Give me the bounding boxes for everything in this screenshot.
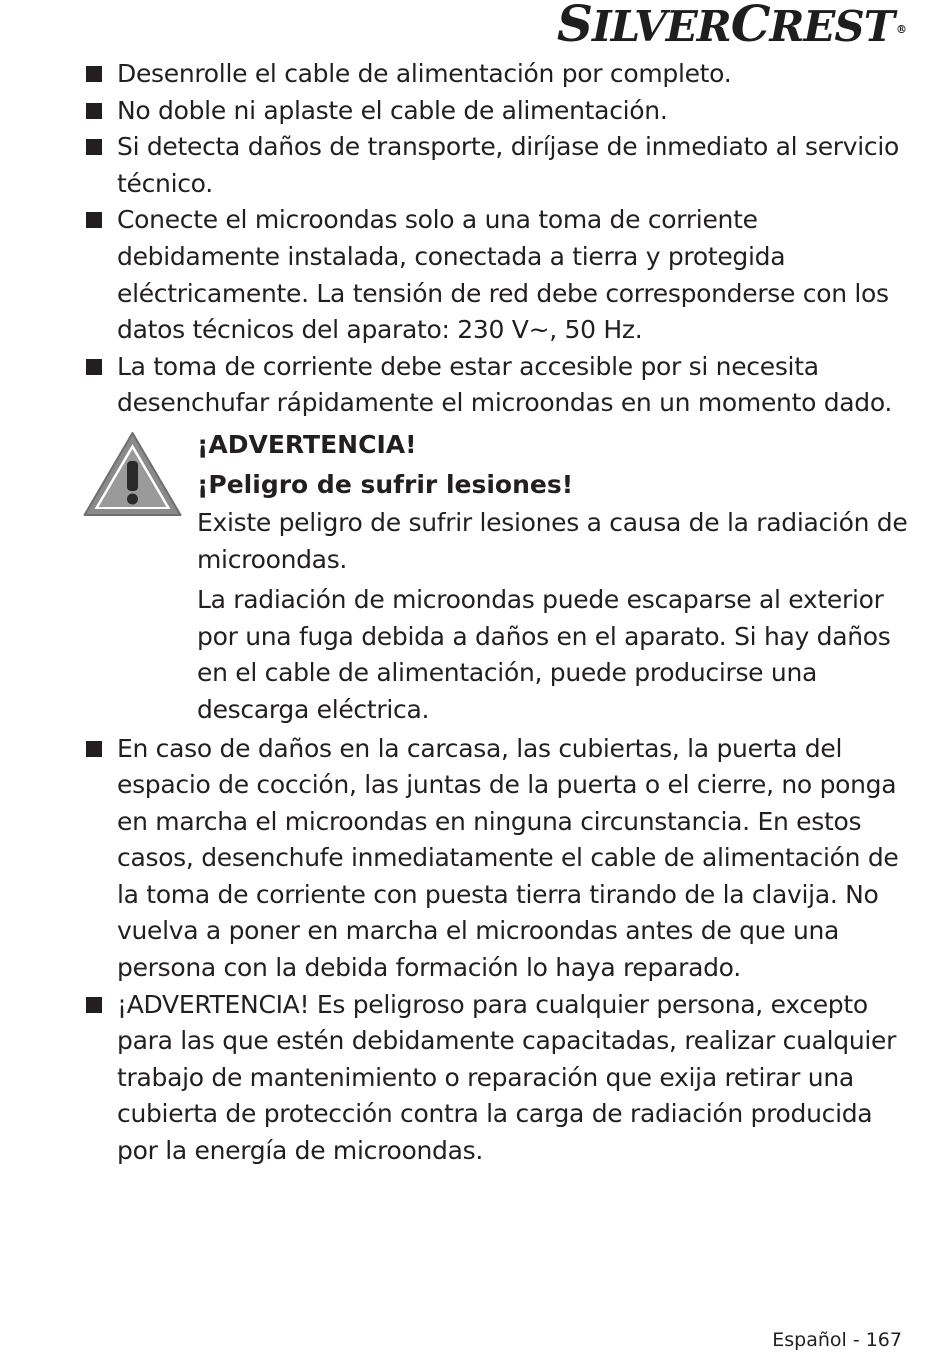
warning-block	[84, 425, 914, 729]
page-number: Español - 167	[772, 1329, 902, 1351]
page-content	[84, 56, 914, 1170]
brand-logo-text: ILVER	[591, 2, 731, 51]
brand-logo-text: REST	[769, 2, 894, 51]
square-bullet-icon	[86, 139, 102, 155]
warning-title: ¡ADVERTENCIA!	[197, 429, 417, 459]
brand-logo	[556, 0, 906, 53]
square-bullet-icon	[86, 741, 102, 757]
square-bullet-icon	[86, 103, 102, 119]
list-item	[84, 56, 914, 93]
list-item	[84, 129, 914, 202]
list-item-text: No doble ni aplaste el cable de alimentación.	[117, 95, 668, 125]
square-bullet-icon	[86, 359, 102, 375]
list-item-text: Conecte el microondas solo a una toma de corriente debidamente instalada, conectada a tierra y protegida eléctricamente. La tensión de red debe corresponderse con los datos técnicos del aparato: 230 V~, 50 Hz.	[117, 205, 889, 345]
square-bullet-icon	[86, 212, 102, 228]
list-item	[84, 93, 914, 130]
warning-triangle-icon	[82, 431, 183, 517]
square-bullet-icon	[86, 66, 102, 82]
square-bullet-icon	[86, 997, 102, 1013]
list-item	[84, 202, 914, 348]
list-item-text: Si detecta daños de transporte, diríjase de inmediato al servicio técnico.	[117, 132, 899, 198]
list-item	[84, 731, 914, 987]
list-item-text: La toma de corriente debe estar accesible por si necesita desenchufar rápidamente el microondas en un momento dado.	[117, 351, 893, 418]
list-item-text: En caso de daños en la carcasa, las cubiertas, la puerta del espacio de cocción, las juntas de la puerta o el cierre, no ponga en marcha el microondas en ninguna circunstancia. En estos casos, desenchufe inmediatamente el cable de alimentación de la toma de corriente con puesta tierra tirando de la clavija. No vuelva a poner en marcha el microondas antes de que una persona con la debida formación lo haya reparado.	[117, 733, 899, 983]
list-item-text: Desenrolle el cable de alimentación por completo.	[117, 59, 732, 88]
brand-logo-letter: S	[556, 0, 592, 53]
brand-logo-letter: C	[730, 0, 770, 53]
list-item-text: ¡ADVERTENCIA! Es peligroso para cualquier persona, excepto para las que estén debidamente capacitadas, realizar cualquier trabajo de mantenimiento o reparación que exija retirar una cubierta de protección contra la carga de radiación producida por la energía de microondas.	[117, 989, 897, 1166]
warning-paragraph: La radiación de microondas puede escaparse al exterior por una fuga debida a daños en el aparato. Si hay daños en el cable de alimentación, puede producirse una descarga eléctrica.	[197, 585, 891, 724]
warning-paragraph: Existe peligro de sufrir lesiones a causa de la radiación de microondas.	[197, 507, 908, 574]
list-item	[84, 987, 914, 1170]
warning-subtitle: ¡Peligro de sufrir lesiones!	[197, 469, 574, 499]
registered-mark: ®	[896, 23, 906, 36]
list-item	[84, 349, 914, 422]
